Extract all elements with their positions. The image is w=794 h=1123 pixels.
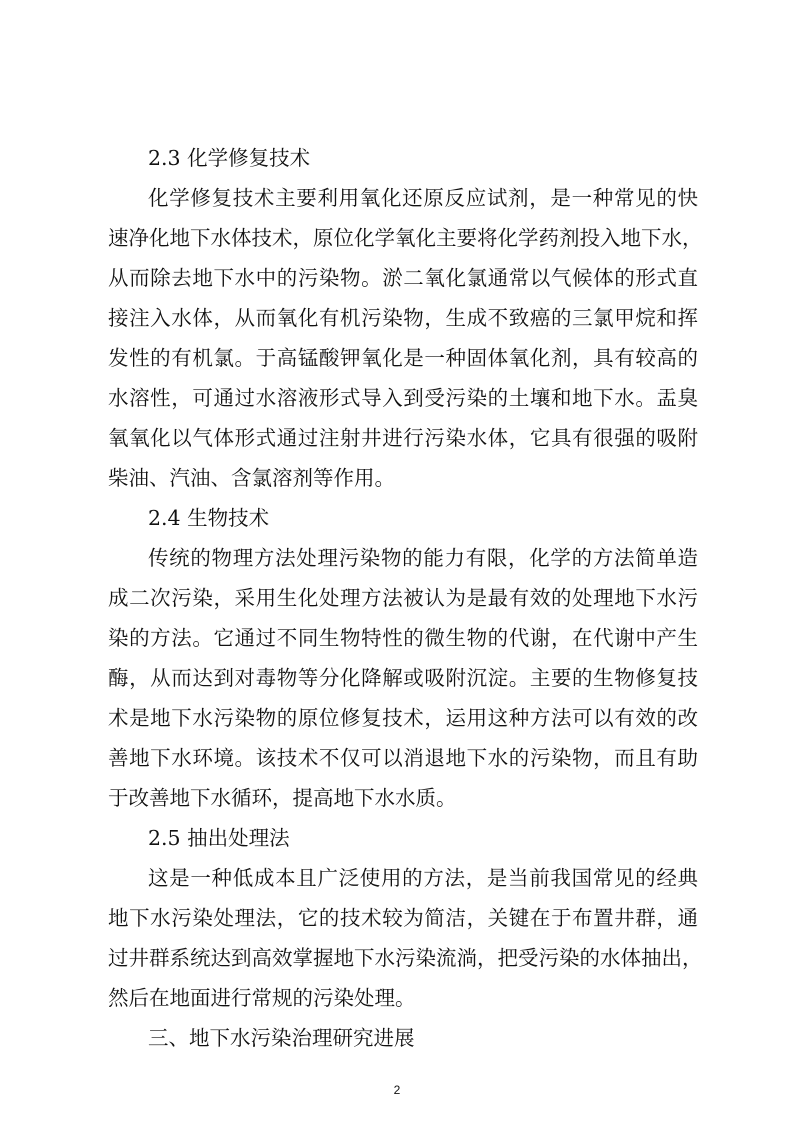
paragraph-line: 水溶性，可通过水溶液形式导入到受污染的土壤和地下水。盂臭 — [108, 386, 698, 410]
paragraph-line: 速净化地下水体技术，原位化学氧化主要将化学药剂投入地下水， — [108, 226, 703, 250]
paragraph-line: 化学修复技术主要利用氧化还原反应试剂，是一种常见的快 — [148, 186, 698, 210]
paragraph-line: 术是地下水污染物的原位修复技术，运用这种方法可以有效的改 — [108, 706, 698, 730]
paragraph-line: 过井群系统达到高效掌握地下水污染流淌，把受污染的水体抽出， — [108, 946, 703, 970]
page-number: 2 — [393, 1083, 401, 1097]
section-heading-2-4: 2.4 生物技术 — [148, 506, 270, 530]
paragraph-line: 发性的有机氯。于高锰酸钾氧化是一种固体氧化剂，具有较高的 — [108, 346, 698, 370]
section-heading-2-3: 2.3 化学修复技术 — [148, 146, 311, 170]
paragraph-line: 柴油、汽油、含氯溶剂等作用。 — [108, 466, 395, 490]
paragraph-line: 于改善地下水循环，提高地下水水质。 — [108, 786, 457, 810]
paragraph-line: 成二次污染，采用生化处理方法被认为是最有效的处理地下水污 — [108, 586, 698, 610]
paragraph-line: 染的方法。它通过不同生物特性的微生物的代谢，在代谢中产生 — [108, 626, 698, 650]
chapter-heading-3: 三、地下水污染治理研究进展 — [148, 1026, 415, 1050]
paragraph-line: 接注入水体，从而氧化有机污染物，生成不致癌的三氯甲烷和挥 — [108, 306, 698, 330]
section-heading-2-5: 2.5 抽出处理法 — [148, 826, 290, 850]
paragraph-line: 这是一种低成本且广泛使用的方法，是当前我国常见的经典 — [148, 866, 698, 890]
paragraph-line: 酶，从而达到对毒物等分化降解或吸附沉淀。主要的生物修复技 — [108, 666, 698, 690]
paragraph-line: 然后在地面进行常规的污染处理。 — [108, 986, 416, 1010]
paragraph-line: 从而除去地下水中的污染物。淤二氧化氯通常以气候体的形式直 — [108, 266, 698, 290]
paragraph-line: 善地下水环境。该技术不仅可以消退地下水的污染物，而且有助 — [108, 746, 698, 770]
paragraph-line: 氧氧化以气体形式通过注射井进行污染水体，它具有很强的吸附 — [108, 426, 698, 450]
paragraph-line: 地下水污染处理法，它的技术较为简洁，关键在于布置井群，通 — [108, 906, 698, 930]
paragraph-line: 传统的物理方法处理污染物的能力有限，化学的方法简单造 — [148, 546, 698, 570]
